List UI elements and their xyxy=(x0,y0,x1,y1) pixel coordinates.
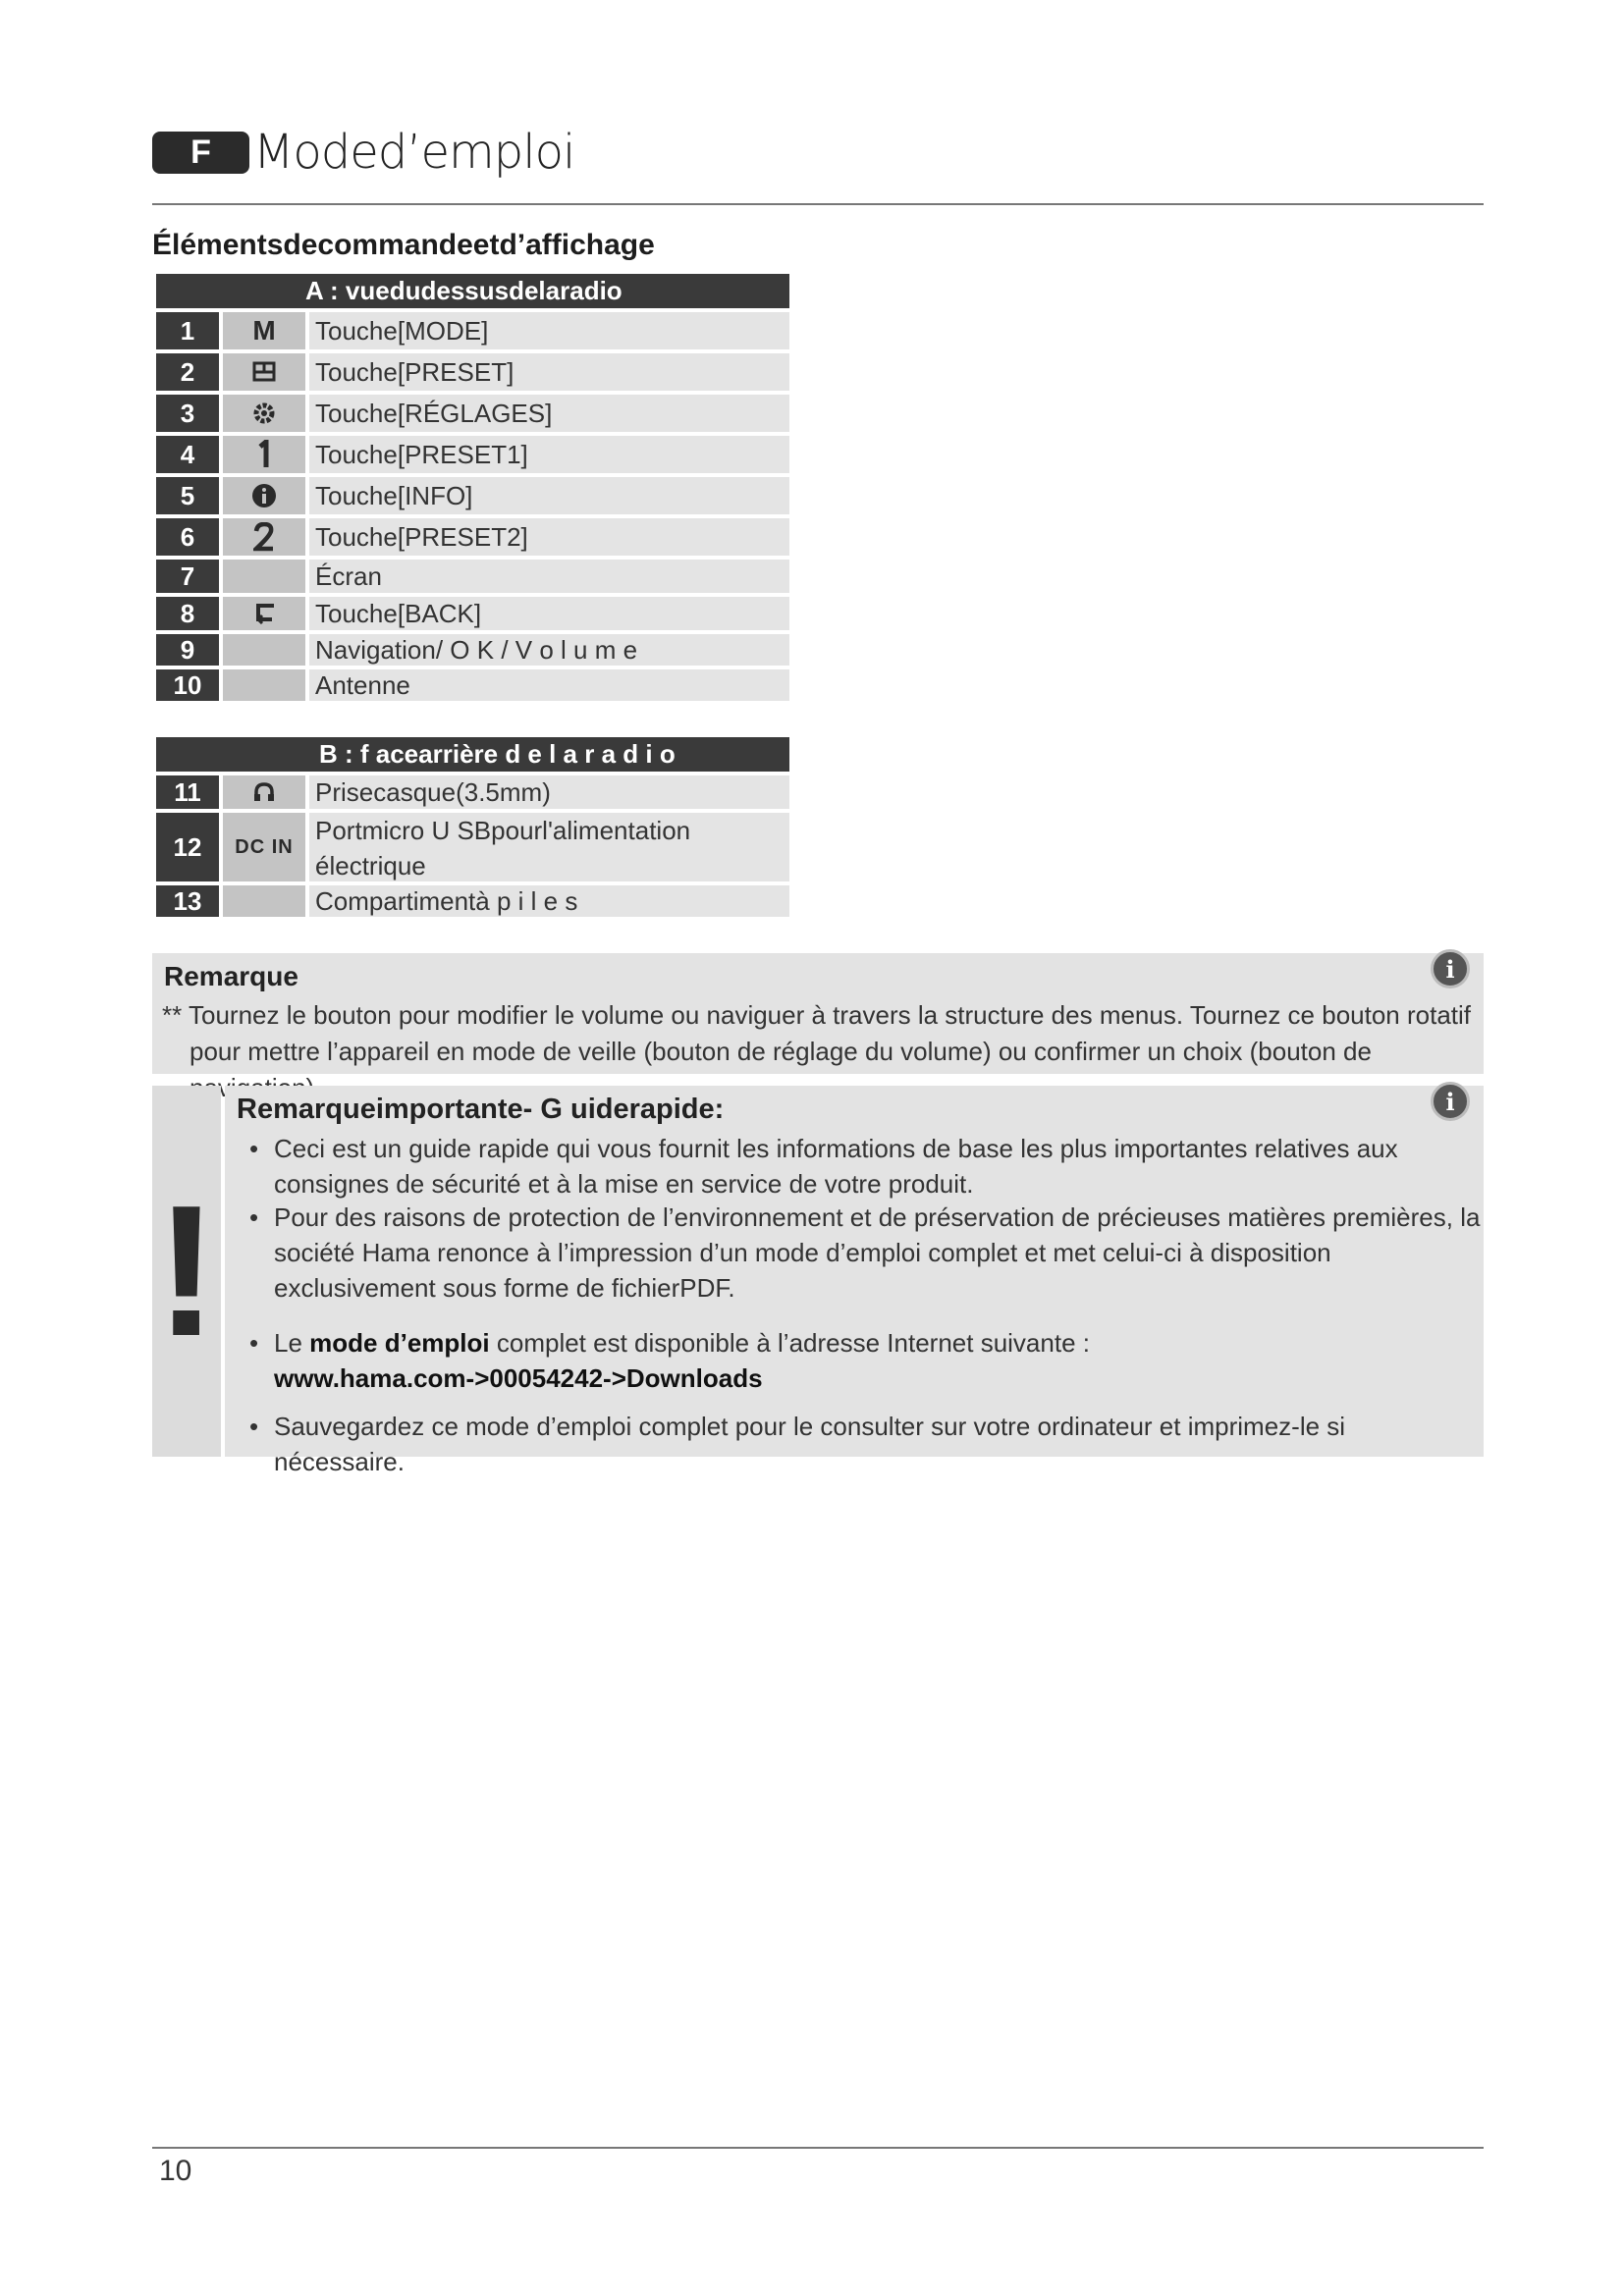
list-item-text: complet est disponible à l’adresse Internet suivante : xyxy=(496,1328,1090,1358)
row-label: Compartimentà p i l e s xyxy=(309,885,789,917)
list-item xyxy=(249,1409,1482,1479)
page-number: 10 xyxy=(159,2155,192,2187)
table-row xyxy=(156,312,789,349)
row-label: Navigation/ O K / V o l u m e xyxy=(309,634,789,666)
row-number: 2 xyxy=(156,353,219,391)
table-row xyxy=(156,560,789,593)
list-item xyxy=(249,1131,1482,1201)
table-row xyxy=(156,775,789,809)
row-label: Touche[PRESET1] xyxy=(309,436,789,473)
row-number: 1 xyxy=(156,312,219,349)
row-number: 4 xyxy=(156,436,219,473)
preset-2-icon xyxy=(253,522,275,552)
settings-icon xyxy=(251,400,277,426)
note-title: Remarque xyxy=(164,961,298,991)
important-note-title: Remarqueimportante- G uiderapide: xyxy=(237,1094,725,1125)
row-number: 9 xyxy=(156,634,219,666)
settings-icon xyxy=(223,395,305,432)
table-row xyxy=(156,353,789,391)
row-label: Écran xyxy=(309,560,789,593)
empty-icon-cell xyxy=(223,885,305,917)
row-label: Prisecasque(3.5mm) xyxy=(309,775,789,809)
row-label: Touche[BACK] xyxy=(309,597,789,630)
table-back-view xyxy=(156,737,789,921)
row-number: 5 xyxy=(156,477,219,514)
bullet: • xyxy=(249,1328,259,1358)
row-number: 10 xyxy=(156,669,219,701)
list-item xyxy=(249,1325,1482,1396)
table-row xyxy=(156,634,789,666)
dc-in-icon: DC IN xyxy=(223,813,305,881)
note-box xyxy=(152,953,1484,1074)
download-url[interactable]: www.hama.com->00054242->Downloads xyxy=(274,1363,763,1393)
table-row xyxy=(156,436,789,473)
row-label: Touche[INFO] xyxy=(309,477,789,514)
row-label: Touche[MODE] xyxy=(309,312,789,349)
empty-icon-cell xyxy=(223,669,305,701)
row-label: Touche[PRESET] xyxy=(309,353,789,391)
bullet: • xyxy=(249,1134,259,1163)
row-label: Touche[RÉGLAGES] xyxy=(309,395,789,432)
table-a-title: A : vuedudessusdelaradio xyxy=(156,274,789,308)
row-number: 6 xyxy=(156,518,219,556)
row-number: 11 xyxy=(156,775,219,809)
list-item-text: Ceci est un guide rapide qui vous fournit les informations de base les plus importantes relatives aux consignes de sécurité et à la mise en service de votre produit. xyxy=(274,1134,1398,1199)
table-top-view xyxy=(156,274,789,705)
row-number: 3 xyxy=(156,395,219,432)
header-divider xyxy=(152,203,1484,205)
headphone-icon xyxy=(252,781,276,803)
document-title: Moded’emploi xyxy=(253,125,575,180)
row-number: 7 xyxy=(156,560,219,593)
footer-divider xyxy=(152,2147,1484,2149)
table-row xyxy=(156,885,789,917)
row-number: 12 xyxy=(156,813,219,881)
info-icon xyxy=(223,477,305,514)
preset-1-icon xyxy=(254,440,274,469)
row-label: Portmicro U SBpourl'alimentation électrique xyxy=(309,813,789,881)
exclamation-icon: ! xyxy=(155,1167,218,1375)
info-icon: i xyxy=(1431,1082,1470,1121)
info-icon xyxy=(251,483,277,508)
language-badge: F xyxy=(152,132,249,174)
table-row xyxy=(156,669,789,701)
preset-2-icon xyxy=(223,518,305,556)
table-b-title: B : f acearrière d e l a r a d i o xyxy=(156,737,789,772)
table-row xyxy=(156,597,789,630)
list-item-bold-text: mode d’emploi xyxy=(309,1328,490,1358)
preset-icon xyxy=(223,353,305,391)
row-number: 8 xyxy=(156,597,219,630)
row-label: Touche[PRESET2] xyxy=(309,518,789,556)
list-item xyxy=(249,1200,1482,1306)
table-row xyxy=(156,477,789,514)
headphone-icon xyxy=(223,775,305,809)
bullet: • xyxy=(249,1202,259,1232)
table-row xyxy=(156,813,789,881)
section-heading: Élémentsdecommandeetd’affichage xyxy=(152,229,655,261)
preset-icon xyxy=(251,361,277,383)
important-note-box xyxy=(225,1086,1484,1476)
table-row xyxy=(156,518,789,556)
bullet: • xyxy=(249,1412,259,1441)
list-item-text: Le xyxy=(274,1328,302,1358)
list-item-text: Pour des raisons de protection de l’environnement et de préservation de précieuses matières premières, la société Hama renonce à l’impression d’un mode d’emploi complet et met celui-ci à disposition exclusivement sous forme de fichierPDF. xyxy=(274,1202,1481,1303)
info-icon: i xyxy=(1431,949,1470,988)
back-icon xyxy=(223,597,305,630)
empty-icon-cell xyxy=(223,560,305,593)
list-item-text: Sauvegardez ce mode d’emploi complet pour le consulter sur votre ordinateur et imprimez-le si nécessaire. xyxy=(274,1412,1346,1476)
note-text: ** Tournez le bouton pour modifier le volume ou naviguer à travers la structure des menus. Tournez ce bouton rotatif pour mettre l’appareil en mode de veille (bouton de réglage du volume) ou confirmer un choix (bouton de xyxy=(162,1000,1472,1066)
row-number: 13 xyxy=(156,885,219,917)
warning-bar xyxy=(152,1086,221,1457)
empty-icon-cell xyxy=(223,634,305,666)
preset-1-icon xyxy=(223,436,305,473)
back-icon xyxy=(250,602,278,625)
table-row xyxy=(156,395,789,432)
row-label: Antenne xyxy=(309,669,789,701)
mode-icon: M xyxy=(223,312,305,349)
